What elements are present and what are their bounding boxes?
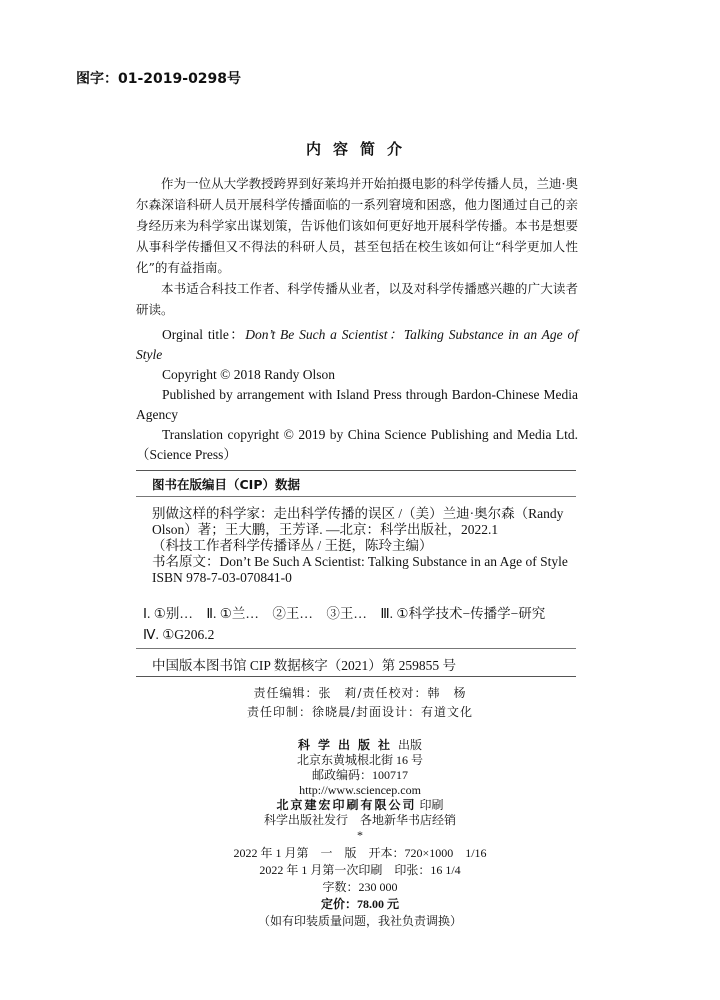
- summary-text: [136, 173, 578, 320]
- cip-record: [152, 506, 577, 586]
- publisher-suffix: 出版: [398, 738, 423, 752]
- cip-line: Olson）著；王大鹏，王芳译. —北京：科学出版社，2022.1: [152, 522, 499, 537]
- separator-mark: *: [357, 828, 363, 842]
- classification-line: Ⅰ. ①别… Ⅱ. ①兰… ②王… ③王… Ⅲ. ①科学技术−传播学−研究: [143, 606, 546, 621]
- printer-line: [0, 798, 720, 813]
- registration-number: 图字：01-2019-0298号: [76, 71, 242, 87]
- original-title-label: Orginal title：: [162, 327, 246, 342]
- summary-heading: 内容简介: [305, 140, 414, 158]
- publisher-line: [0, 738, 720, 753]
- original-title: Don’t Be Such a Scientist：Talking Substance in an Age of Style: [136, 327, 578, 362]
- divider: [136, 496, 576, 497]
- classification: [143, 603, 583, 645]
- published-line: Published by arrangement with Island Press through Bardon-Chinese Media Agency: [136, 387, 578, 422]
- word-count: 字数：230 000: [322, 880, 398, 894]
- summary-paragraph: 本书适合科技工作者、科学传播从业者，以及对科学传播感兴趣的广大读者研读。: [136, 281, 578, 317]
- summary-paragraph: 作为一位从大学教授跨界到好莱坞并开始拍摄电影的科学传播人员，兰迪·奥尔森深谙科研人员开展科学传播面临的一系列窘境和困惑，他力图通过自己的亲身经历来为科学家出谋划策，告诉他们该如何更好地开展科学传播。本书是想要从事科学传播但又不得法的科研人员，甚至包括在校生该如何让“科学更加人性化”的有益指南。: [136, 176, 578, 275]
- imprint: [0, 738, 720, 843]
- copyright-block: [136, 325, 578, 465]
- distribution: 科学出版社发行 各地新华书店经销: [263, 813, 456, 827]
- cip-line: 别做这样的科学家：走出科学传播的误区 /（美）兰迪·奥尔森（Randy: [152, 506, 564, 521]
- publisher-address: 北京东黄城根北街 16 号: [296, 753, 423, 767]
- website: http://www.sciencep.com: [299, 783, 421, 797]
- cip-number: 中国版本图书馆 CIP 数据核字（2021）第 259855 号: [152, 658, 457, 673]
- cip-heading: 图书在版编目（CIP）数据: [152, 477, 300, 492]
- copyright-line: Copyright © 2018 Randy Olson: [162, 367, 336, 382]
- credits-line: 责任印制：徐晓晨/封面设计：有道文化: [246, 705, 474, 719]
- translation-line: Translation copyright © 2019 by China Science Publishing and Media Ltd.（Science Press）: [136, 427, 578, 462]
- price: 定价：78.00 元: [320, 897, 399, 911]
- cip-line: ISBN 978-7-03-070841-0: [152, 570, 292, 585]
- printing-line: 2022 年 1 月第一次印刷 印张：16 1/4: [259, 863, 461, 877]
- edition-line: 2022 年 1 月第 一 版 开本：720×1000 1/16: [233, 846, 487, 860]
- credits: [0, 684, 720, 722]
- original-title-line: [136, 325, 578, 365]
- cip-line: （科技工作者科学传播译丛 / 王挺，陈玲主编）: [152, 538, 433, 553]
- classification-line: Ⅳ. ①G206.2: [143, 627, 215, 642]
- cip-line: 书名原文：Don’t Be Such A Scientist: Talking Substance in an Age of Style: [152, 554, 568, 569]
- printer-suffix: 印刷: [419, 798, 444, 812]
- printer-name: 北京建宏印刷有限公司: [276, 798, 417, 812]
- credits-line: 责任编辑：张 莉/责任校对：韩 杨: [253, 686, 467, 700]
- book-specs: [0, 845, 720, 930]
- divider: [136, 470, 576, 471]
- postcode: 邮政编码：100717: [311, 768, 408, 782]
- publisher-name: 科学出版社: [297, 738, 398, 752]
- divider: [136, 676, 576, 677]
- quality-notice: （如有印装质量问题，我社负责调换）: [257, 914, 462, 928]
- divider: [136, 648, 576, 649]
